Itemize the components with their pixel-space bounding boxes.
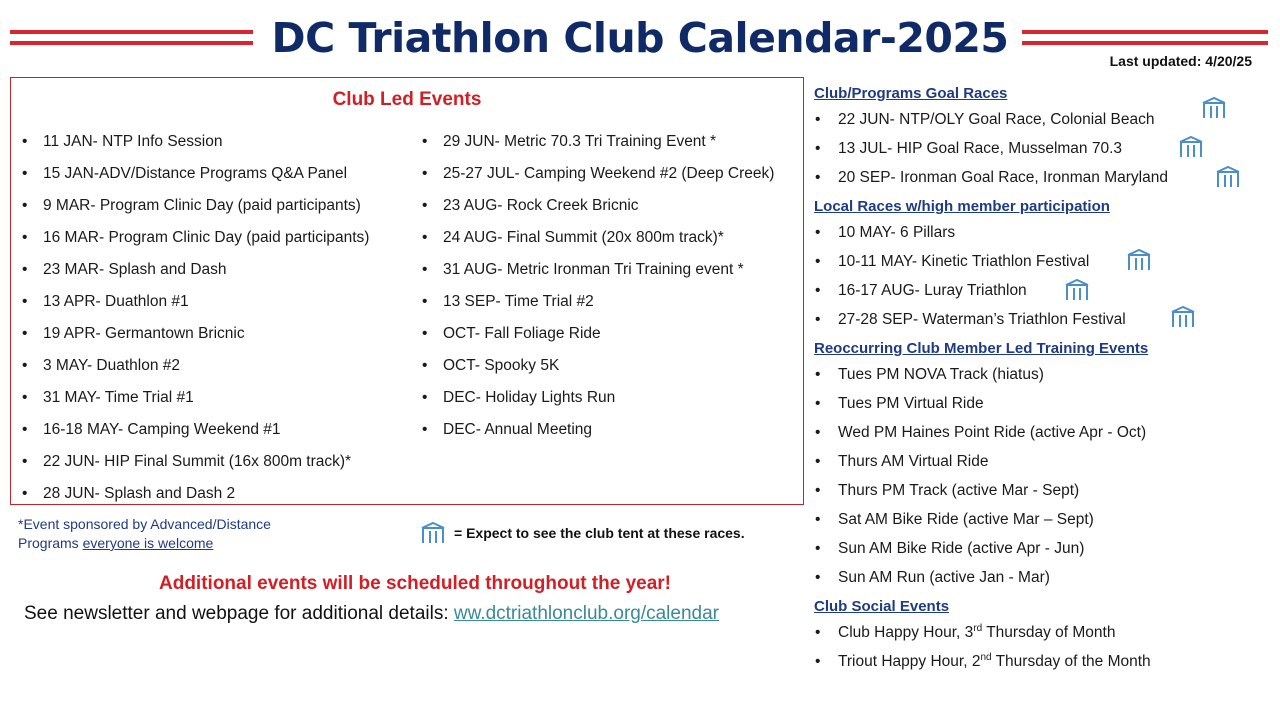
tent-legend-text: = Expect to see the club tent at these races. (454, 525, 745, 541)
list-item: • 13 SEP- Time Trial #2 (419, 292, 799, 311)
list-item-text: 10-11 MAY- Kinetic Triathlon Festival (838, 253, 1090, 270)
tent-icon (1170, 305, 1196, 329)
list-item (814, 623, 1274, 643)
tent-icon (420, 521, 446, 545)
last-updated: Last updated: 4/20/25 (1109, 53, 1252, 69)
recurring-events-title: Reoccurring Club Member Led Training Events (814, 340, 1149, 357)
tent-icon (1178, 135, 1204, 159)
list-item: • 16 MAR- Program Clinic Day (paid participants) (19, 228, 419, 247)
calendar-link[interactable]: ww.dctriathlonclub.org/calendar (453, 603, 719, 624)
ordinal-suffix: nd (980, 651, 992, 663)
sponsor-note-emphasis: everyone is welcome (82, 535, 214, 551)
sponsor-note-line2 (18, 534, 271, 553)
list-item (814, 310, 1274, 330)
list-item: • Sat AM Bike Ride (active Mar – Sept) (814, 510, 1274, 530)
list-item: • 19 APR- Germantown Bricnic (19, 324, 419, 343)
tent-icon (1064, 278, 1090, 302)
additional-events-note: Additional events will be scheduled throughout the year! (159, 573, 671, 594)
list-item-text: 13 JUL- HIP Goal Race, Musselman 70.3 (838, 140, 1123, 157)
list-item: • 13 APR- Duathlon #1 (19, 292, 419, 311)
list-item: • Wed PM Haines Point Ride (active Apr - Oct) (814, 423, 1274, 443)
tent-icon (1201, 96, 1227, 120)
list-item: • Thurs PM Track (active Mar - Sept) (814, 481, 1274, 501)
list-item: • 23 AUG- Rock Creek Bricnic (419, 196, 799, 215)
list-item: • Sun AM Run (active Jan - Mar) (814, 568, 1274, 588)
list-item-text: 16-17 AUG- Luray Triathlon (838, 282, 1027, 299)
list-item (814, 110, 1274, 130)
club-led-events-left-list (19, 132, 419, 516)
list-item-text: Club Happy Hour, 3 (838, 624, 974, 641)
list-item-text: 22 JUN- NTP/OLY Goal Race, Colonial Beach (838, 111, 1155, 128)
list-item (814, 168, 1274, 188)
list-item (814, 281, 1274, 301)
list-item: • Tues PM NOVA Track (hiatus) (814, 365, 1274, 385)
list-item (814, 139, 1274, 159)
list-item-text: Thursday of the Month (991, 653, 1151, 670)
list-item: • 28 JUN- Splash and Dash 2 (19, 484, 419, 503)
tent-legend (420, 521, 745, 545)
list-item: • DEC- Annual Meeting (419, 420, 799, 439)
list-item: • Sun AM Bike Ride (active Apr - Jun) (814, 539, 1274, 559)
list-item: • 16-18 MAY- Camping Weekend #1 (19, 420, 419, 439)
list-item (814, 252, 1274, 272)
list-item: • 31 MAY- Time Trial #1 (19, 388, 419, 407)
sponsor-note (18, 515, 271, 553)
club-led-events-box (10, 77, 804, 505)
social-events-list (814, 623, 1274, 672)
list-item-text: 20 SEP- Ironman Goal Race, Ironman Maryland (838, 169, 1168, 186)
list-item-text: Thursday of Month (982, 624, 1116, 641)
club-led-events-right-list (419, 132, 799, 452)
list-item (814, 652, 1274, 672)
page-title: DC Triathlon Club Calendar-2025 (271, 14, 1009, 62)
list-item-text: 27-28 SEP- Waterman’s Triathlon Festival (838, 311, 1126, 328)
right-column (814, 84, 1274, 681)
list-item: • 3 MAY- Duathlon #2 (19, 356, 419, 375)
sponsor-note-line1: *Event sponsored by Advanced/Distance (18, 516, 271, 532)
local-races-list (814, 223, 1274, 330)
newsletter-note (24, 603, 719, 625)
list-item: • 11 JAN- NTP Info Session (19, 132, 419, 151)
recurring-events-list (814, 365, 1274, 588)
goal-races-title: Club/Programs Goal Races (814, 85, 1008, 102)
list-item: • DEC- Holiday Lights Run (419, 388, 799, 407)
ordinal-suffix: rd (973, 622, 983, 634)
list-item: • 9 MAR- Program Clinic Day (paid participants) (19, 196, 419, 215)
list-item: • 23 MAR- Splash and Dash (19, 260, 419, 279)
list-item: • 25-27 JUL- Camping Weekend #2 (Deep Creek) (419, 164, 799, 183)
list-item-text: Triout Happy Hour, 2 (838, 653, 981, 670)
newsletter-text: See newsletter and webpage for additional details: (24, 603, 454, 624)
list-item-text: 10 MAY- 6 Pillars (838, 224, 956, 241)
goal-races-list (814, 110, 1274, 188)
list-item: • OCT- Fall Foliage Ride (419, 324, 799, 343)
tent-icon (1215, 165, 1241, 189)
list-item: • 31 AUG- Metric Ironman Tri Training event * (419, 260, 799, 279)
list-item: • Tues PM Virtual Ride (814, 394, 1274, 414)
list-item: • OCT- Spooky 5K (419, 356, 799, 375)
list-item: • 24 AUG- Final Summit (20x 800m track)* (419, 228, 799, 247)
local-races-title: Local Races w/high member participation (814, 198, 1110, 215)
list-item: • 22 JUN- HIP Final Summit (16x 800m track)* (19, 452, 419, 471)
sponsor-note-text: Programs (18, 535, 83, 551)
list-item: • 29 JUN- Metric 70.3 Tri Training Event * (419, 132, 799, 151)
club-led-events-title: Club Led Events (332, 89, 482, 110)
list-item (814, 223, 1274, 243)
list-item: • Thurs AM Virtual Ride (814, 452, 1274, 472)
social-events-title: Club Social Events (814, 598, 950, 615)
tent-icon (1126, 248, 1152, 272)
list-item: • 15 JAN-ADV/Distance Programs Q&A Panel (19, 164, 419, 183)
